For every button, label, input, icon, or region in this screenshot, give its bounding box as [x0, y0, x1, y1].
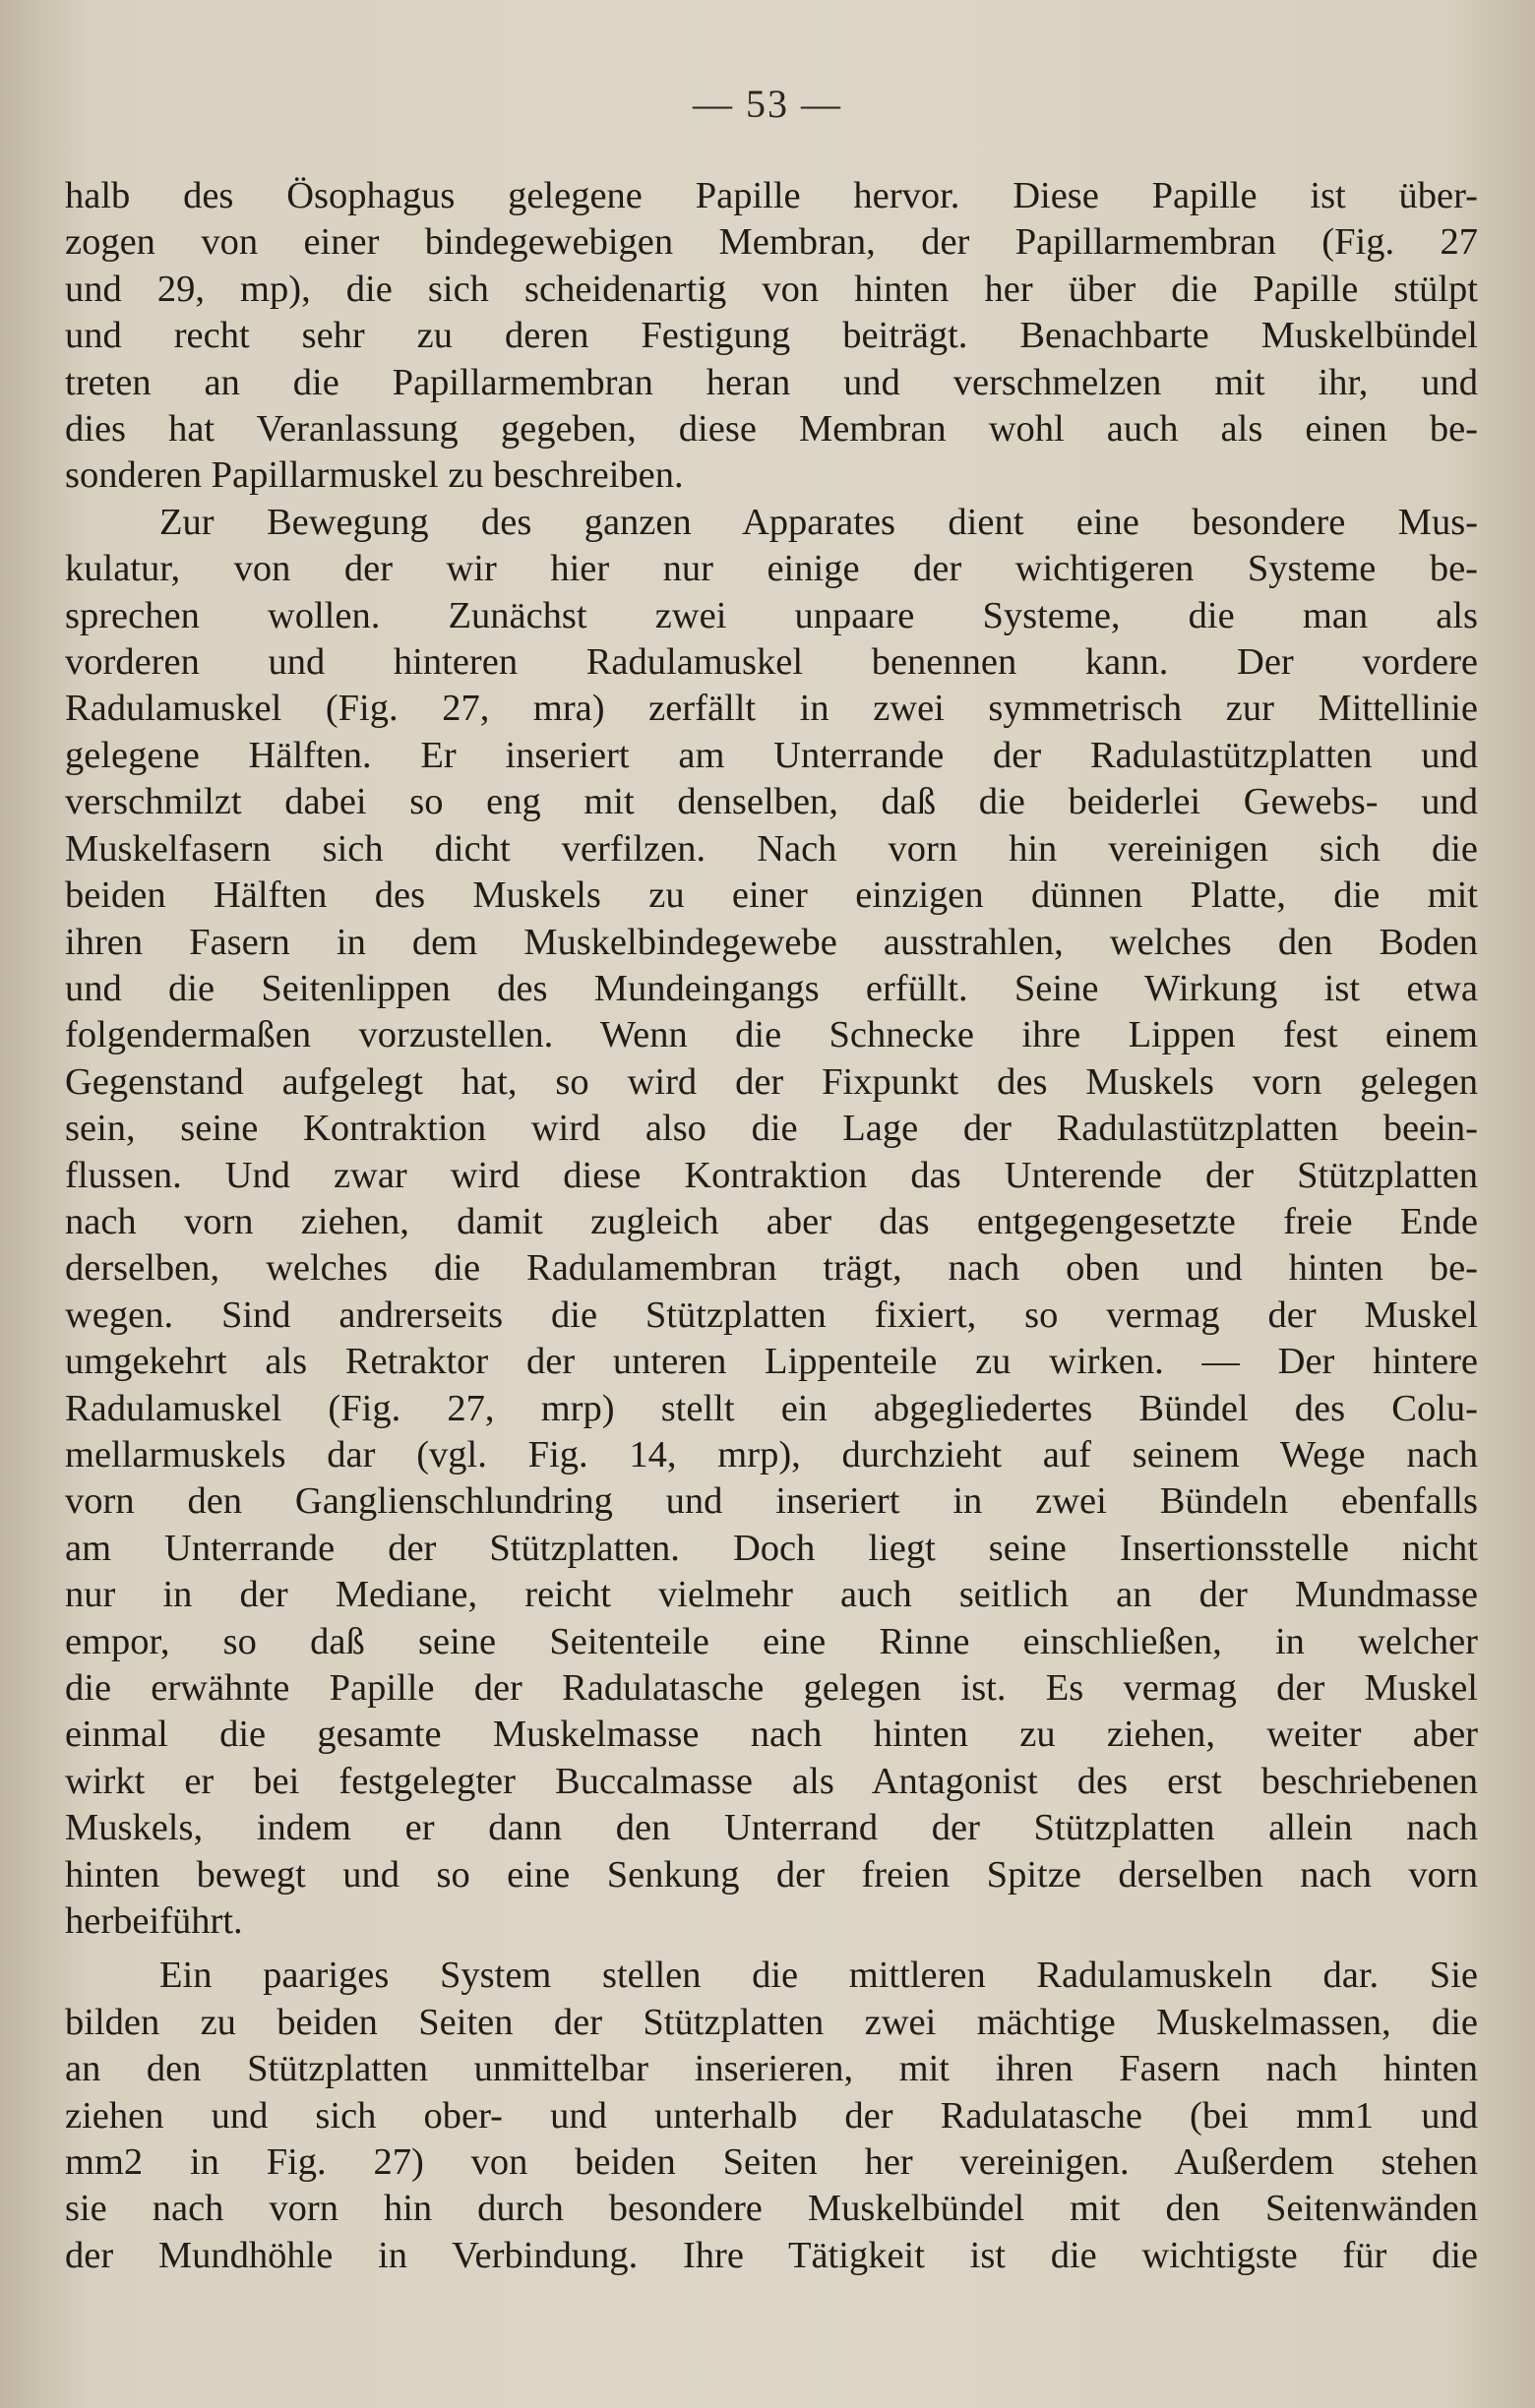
text-line: Ein paariges System stellen die mittleren Radulamuskeln dar. Sie: [159, 1955, 1478, 1997]
paragraph-2: [65, 500, 1478, 1946]
text-line: nach vorn ziehen, damit zugleich aber das entgegengesetzte freie Ende: [65, 1200, 1478, 1242]
text-line: sein, seine Kontraktion wird also die Lage der Radulastützplatten beein-: [65, 1108, 1478, 1150]
text-line: derselben, welches die Radulamembran trägt, nach oben und hinten be-: [65, 1247, 1478, 1290]
text-line: vorn den Ganglienschlundring und inseriert in zwei Bündeln ebenfalls: [65, 1480, 1478, 1523]
text-line: Muskels, indem er dann den Unterrand der Stützplatten allein nach: [65, 1807, 1478, 1849]
text-line: empor, so daß seine Seitenteile eine Rinne einschließen, in welcher: [65, 1620, 1478, 1662]
body-text: [65, 173, 1478, 2279]
text-line: dies hat Veranlassung gegeben, diese Membran wohl auch als einen be-: [65, 408, 1478, 451]
text-line: Radulamuskel (Fig. 27, mra) zerfällt in zwei symmetrisch zur Mittellinie: [65, 688, 1478, 730]
text-line: nur in der Mediane, reicht vielmehr auch seitlich an der Mundmasse: [65, 1574, 1478, 1616]
text-line: sie nach vorn hin durch besondere Muskelbündel mit den Seitenwänden: [65, 2188, 1478, 2230]
page-number: — 53 —: [693, 82, 842, 126]
text-line: zogen von einer bindegewebigen Membran, der Papillarmembran (Fig. 27: [65, 221, 1478, 264]
text-line: bilden zu beiden Seiten der Stützplatten zwei mächtige Muskelmassen, die: [65, 2001, 1478, 2043]
text-line: ihren Fasern in dem Muskelbindegewebe ausstrahlen, welches den Boden: [65, 921, 1478, 963]
text-line: umgekehrt als Retraktor der unteren Lippenteile zu wirken. — Der hintere: [65, 1341, 1478, 1383]
text-line: ziehen und sich ober- und unterhalb der Radulatasche (bei mm1 und: [65, 2094, 1478, 2137]
text-line: sprechen wollen. Zunächst zwei unpaare Systeme, die man als: [65, 594, 1478, 636]
text-line: verschmilzt dabei so eng mit denselben, daß die beiderlei Gewebs- und: [65, 781, 1478, 823]
text-line: die erwähnte Papille der Radulatasche gelegen ist. Es vermag der Muskel: [65, 1667, 1478, 1709]
text-line: flussen. Und zwar wird diese Kontraktion das Unterende der Stützplatten: [65, 1154, 1478, 1196]
text-line: halb des Ösophagus gelegene Papille hervor. Diese Papille ist über-: [65, 175, 1478, 216]
text-line: der Mundhöhle in Verbindung. Ihre Tätigkeit ist die wichtigste für die: [65, 2234, 1478, 2276]
text-line: einmal die gesamte Muskelmasse nach hinten zu ziehen, weiter aber: [65, 1714, 1478, 1756]
text-line: mellarmuskels dar (vgl. Fig. 14, mrp), durchzieht auf seinem Wege nach: [65, 1433, 1478, 1475]
text-line: vorderen und hinteren Radulamuskel benennen kann. Der vordere: [65, 641, 1478, 684]
text-line: herbeiführt.: [65, 1900, 243, 1943]
paragraph-1: [65, 173, 1478, 500]
text-line: folgendermaßen vorzustellen. Wenn die Schnecke ihre Lippen fest einem: [65, 1014, 1478, 1056]
text-line: und 29, mp), die sich scheidenartig von hinten her über die Papille stülpt: [65, 268, 1478, 310]
text-line: und die Seitenlippen des Mundeingangs erfüllt. Seine Wirkung ist etwa: [65, 967, 1478, 1009]
text-line: wirkt er bei festgelegter Buccalmasse als Antagonist des erst beschriebenen: [65, 1760, 1478, 1802]
paragraph-3: [65, 1953, 1478, 2279]
text-line: wegen. Sind andrerseits die Stützplatten fixiert, so vermag der Muskel: [65, 1294, 1478, 1336]
text-line: beiden Hälften des Muskels zu einer einzigen dünnen Platte, die mit: [65, 874, 1478, 917]
text-line: Gegenstand aufgelegt hat, so wird der Fixpunkt des Muskels vorn gelegen: [65, 1060, 1478, 1103]
text-line: sonderen Papillarmuskel zu beschreiben.: [65, 454, 684, 497]
text-line: Zur Bewegung des ganzen Apparates dient eine besondere Mus-: [159, 501, 1478, 543]
text-line: Muskelfasern sich dicht verfilzen. Nach vorn hin vereinigen sich die: [65, 827, 1478, 870]
text-line: am Unterrande der Stützplatten. Doch liegt seine Insertionsstelle nicht: [65, 1527, 1478, 1569]
text-line: und recht sehr zu deren Festigung beiträgt. Benachbarte Muskelbündel: [65, 315, 1478, 357]
text-line: gelegene Hälften. Er inseriert am Unterrande der Radulastützplatten und: [65, 734, 1478, 776]
text-line: Radulamuskel (Fig. 27, mrp) stellt ein abgegliedertes Bündel des Colu-: [65, 1387, 1478, 1429]
text-line: kulatur, von der wir hier nur einige der wichtigeren Systeme be-: [65, 548, 1478, 590]
text-line: an den Stützplatten unmittelbar inserieren, mit ihren Fasern nach hinten: [65, 2048, 1478, 2090]
text-line: hinten bewegt und so eine Senkung der freien Spitze derselben nach vorn: [65, 1853, 1478, 1896]
text-line: treten an die Papillarmembran heran und verschmelzen mit ihr, und: [65, 361, 1478, 403]
text-line: mm2 in Fig. 27) von beiden Seiten her vereinigen. Außerdem stehen: [65, 2141, 1478, 2184]
